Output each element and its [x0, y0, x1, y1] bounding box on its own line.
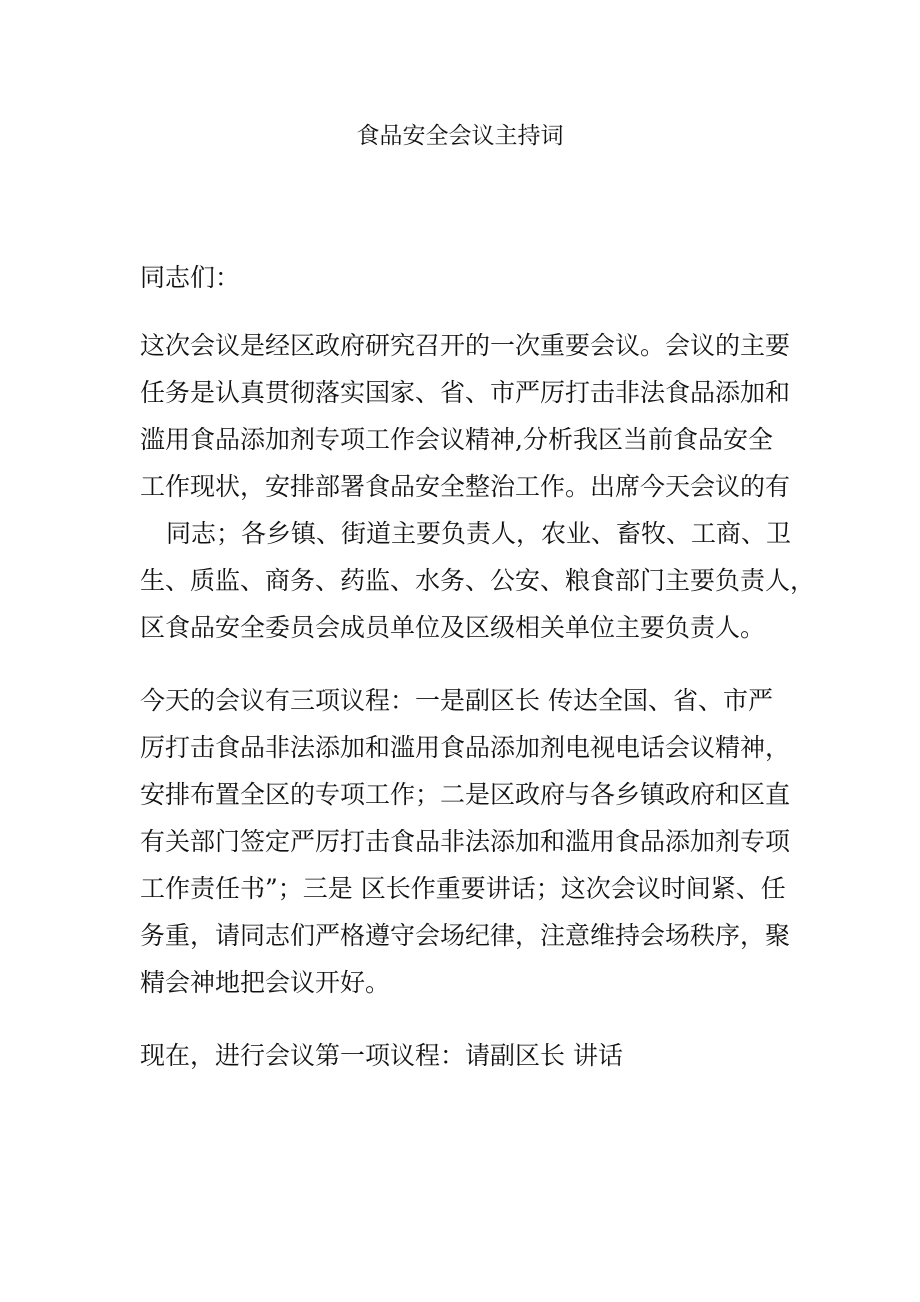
paragraph-line: 精会神地把会议开好。: [140, 968, 391, 997]
paragraph-line: 任务是认真贯彻落实国家、省、市严厉打击非法食品添加和: [140, 378, 791, 407]
paragraph-line: 同志；各乡镇、街道主要负责人，农业、畜牧、工商、卫: [166, 519, 792, 548]
paragraph-line: 区食品安全委员会成员单位及区级相关单位主要负责人。: [140, 613, 766, 642]
paragraph-line: 今天的会议有三项议程：一是副区长 传达全国、省、市严: [140, 686, 773, 715]
paragraph-line: 有关部门签定严厉打击食品非法添加和滥用食品添加剂专项: [140, 827, 791, 856]
paragraph-line: 务重，请同志们严格遵守会场纪律，注意维持会场秩序，聚: [140, 921, 791, 950]
paragraph-line: 安排布置全区的专项工作；二是区政府与各乡镇政府和区直: [140, 780, 791, 809]
paragraph-line: 生、质监、商务、药监、水务、公安、粮食部门主要负责人，: [140, 566, 816, 595]
paragraph-line: 工作责任书”；三是 区长作重要讲话；这次会议时间紧、任: [140, 874, 786, 903]
paragraph-line: 现在，进行会议第一项议程：请副区长 讲话: [140, 1041, 623, 1070]
salutation: 同志们：: [140, 263, 241, 292]
document-title: 食品安全会议主持词: [356, 123, 564, 149]
paragraph-line: 工作现状，安排部署食品安全整治工作。出席今天会议的有: [140, 472, 791, 501]
paragraph-line: 滥用食品添加剂专项工作会议精神,分析我区当前食品安全: [140, 425, 773, 454]
paragraph-line: 这次会议是经区政府研究召开的一次重要会议。会议的主要: [140, 331, 791, 360]
paragraph-line: 厉打击食品非法添加和滥用食品添加剂电视电话会议精神，: [140, 733, 791, 762]
